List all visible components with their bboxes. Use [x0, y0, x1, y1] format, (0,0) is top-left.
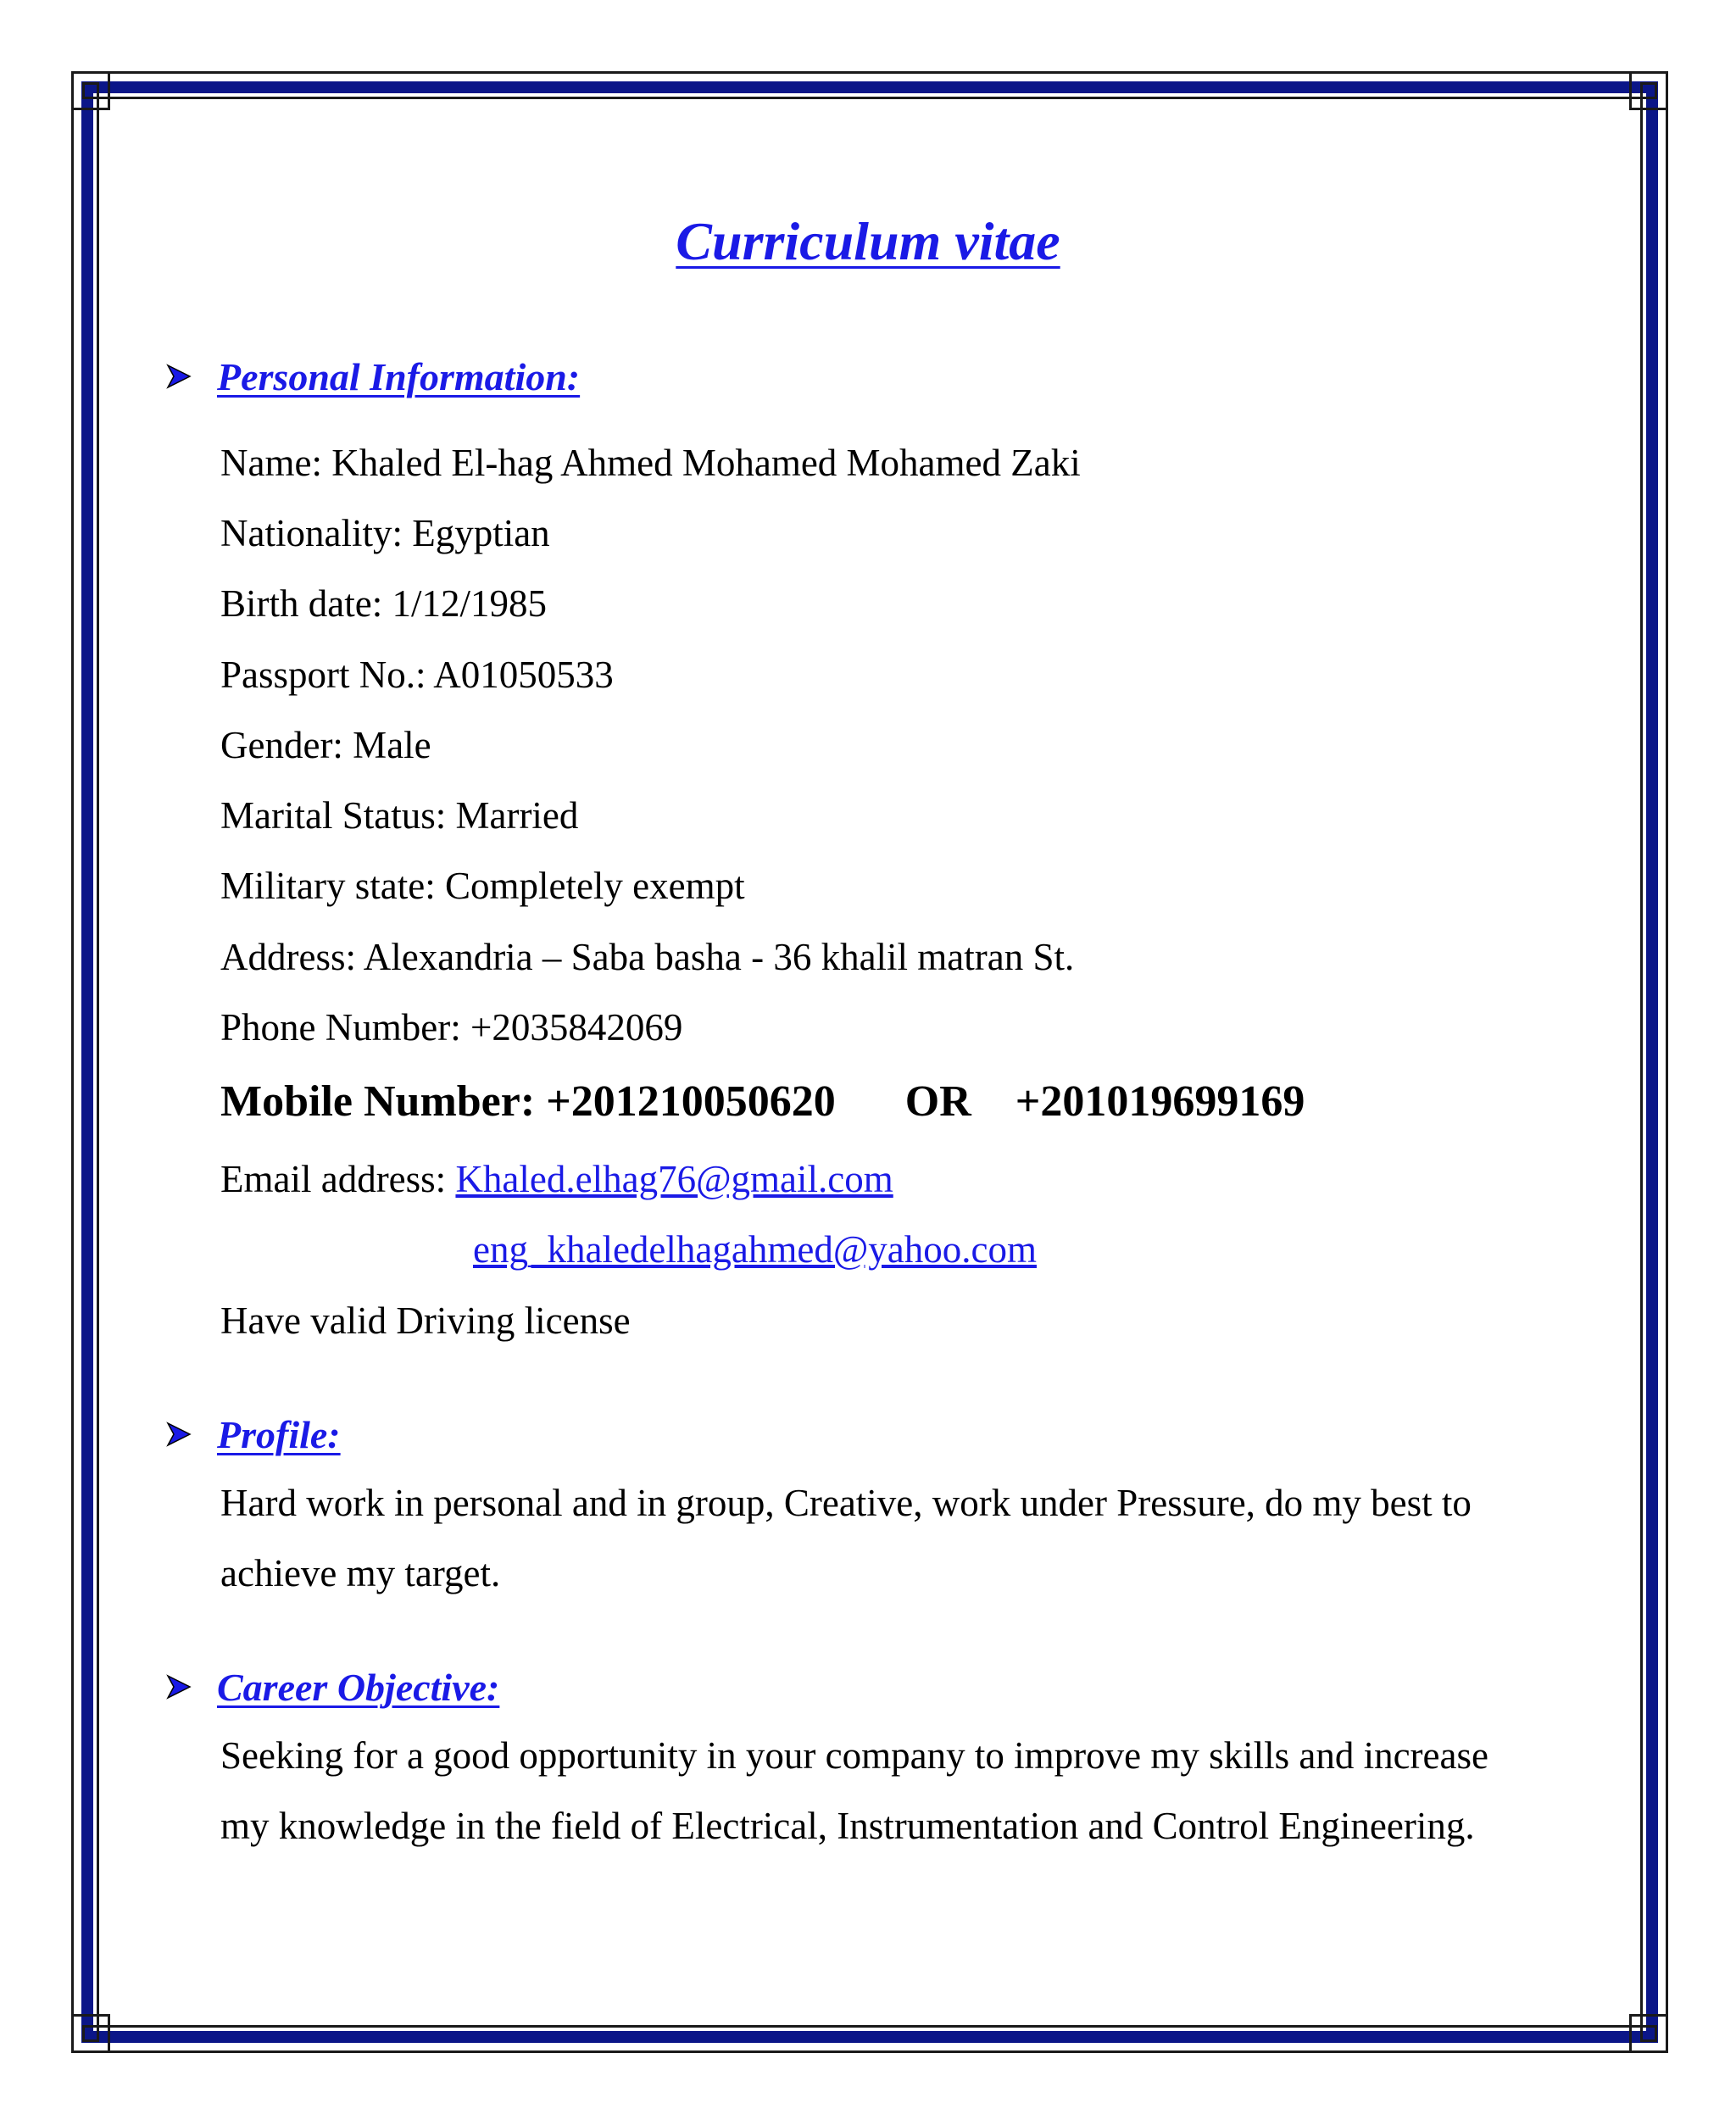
birth-date-line: Birth date: 1/12/1985	[220, 582, 547, 625]
email-link-gmail[interactable]: Khaled.elhag76@gmail.com	[455, 1158, 893, 1200]
section-profile	[166, 1409, 341, 1460]
profile-text-line: achieve my target.	[220, 1552, 501, 1594]
name-line: Name: Khaled El-hag Ahmed Mohamed Mohamed Zaki	[220, 442, 1081, 484]
section-heading: Personal Information:	[217, 354, 581, 398]
mobile-or-label: OR	[904, 1077, 971, 1126]
career-objective-text-line: Seeking for a good opportunity in your company to improve my skills and increase	[220, 1734, 1488, 1777]
driving-license-line: Have valid Driving license	[220, 1299, 631, 1342]
passport-line: Passport No.: A01050533	[220, 654, 614, 696]
mobile-number-primary: Mobile Number: +201210050620	[220, 1077, 836, 1126]
nationality-line: Nationality: Egyptian	[220, 512, 550, 554]
arrowhead-bullet-icon	[166, 364, 192, 389]
marital-status-line: Marital Status: Married	[220, 794, 579, 837]
email-link-yahoo[interactable]: eng_khaledelhagahmed@yahoo.com	[473, 1228, 1037, 1271]
email-label: Email address:	[220, 1158, 456, 1200]
email-address-line-2	[473, 1226, 1037, 1273]
military-state-line: Military state: Completely exempt	[220, 865, 745, 907]
career-objective-text-line: my knowledge in the field of Electrical, Instrumentation and Control Engineering.	[220, 1805, 1475, 1847]
gender-line: Gender: Male	[220, 724, 431, 766]
email-address-line	[220, 1155, 893, 1203]
section-heading: Profile:	[217, 1412, 341, 1456]
section-heading: Career Objective:	[217, 1665, 500, 1709]
document-title: Curriculum vitae	[676, 211, 1060, 271]
profile-text-line: Hard work in personal and in group, Creative, work under Pressure, do my best to	[220, 1482, 1472, 1524]
address-line: Address: Alexandria – Saba basha - 36 khalil matran St.	[220, 936, 1075, 978]
arrowhead-bullet-icon	[166, 1674, 192, 1700]
section-personal-information	[166, 351, 580, 402]
arrowhead-bullet-icon	[166, 1422, 192, 1447]
mobile-number-line	[220, 1078, 1305, 1126]
phone-number-line: Phone Number: +2035842069	[220, 1006, 683, 1049]
mobile-number-alternate: +201019699169	[1015, 1077, 1305, 1126]
section-career-objective	[166, 1661, 499, 1712]
